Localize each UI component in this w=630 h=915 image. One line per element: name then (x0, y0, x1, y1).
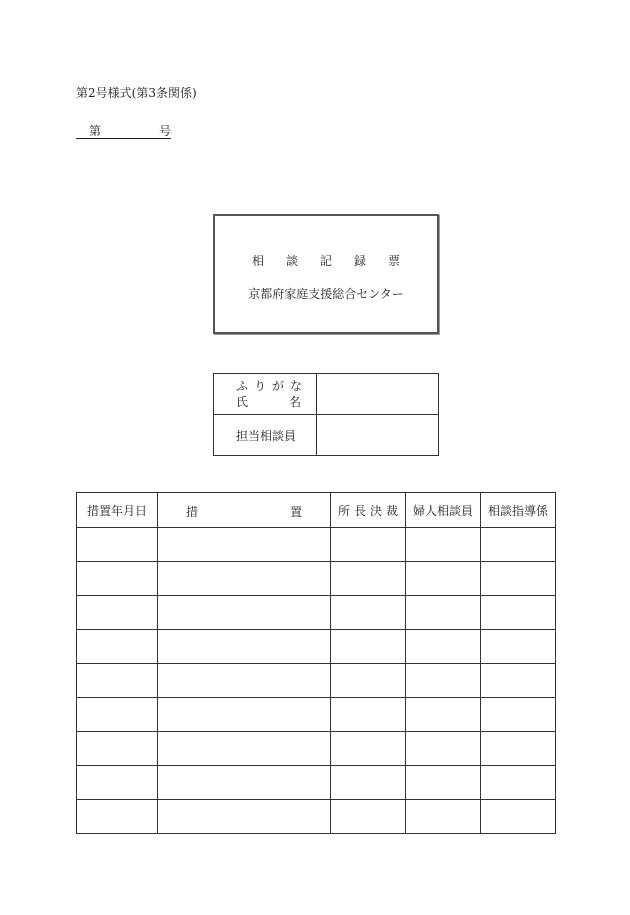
furigana-char: な (290, 379, 303, 393)
table-row (77, 630, 556, 664)
furigana-char: が (272, 379, 285, 393)
measure-cell[interactable] (158, 664, 331, 698)
title-char: 記 (319, 254, 332, 268)
title-box (213, 214, 439, 334)
number-suffix: 号 (159, 124, 172, 138)
measure-cell[interactable] (158, 596, 331, 630)
director-approval-cell[interactable] (331, 698, 406, 732)
table-row (77, 732, 556, 766)
guidance-staff-cell[interactable] (481, 698, 556, 732)
table-row (77, 528, 556, 562)
director-approval-cell[interactable] (331, 630, 406, 664)
document-title (215, 252, 437, 269)
director-char: 決 (370, 503, 383, 518)
womens-counselor-cell[interactable] (406, 766, 481, 800)
date-cell[interactable] (77, 630, 158, 664)
director-approval-cell[interactable] (331, 664, 406, 698)
director-approval-cell[interactable] (331, 596, 406, 630)
date-cell[interactable] (77, 766, 158, 800)
womens-counselor-cell[interactable] (406, 596, 481, 630)
table-row (77, 698, 556, 732)
name-char: 名 (289, 395, 302, 409)
measure-header-left: 措 (186, 505, 199, 519)
director-char: 所 (337, 503, 350, 518)
title-char: 相 (251, 254, 264, 268)
date-cell[interactable] (77, 800, 158, 834)
director-char: 裁 (386, 503, 399, 518)
furigana-char: り (254, 379, 267, 393)
title-char: 談 (285, 254, 298, 268)
director-approval-cell[interactable] (331, 562, 406, 596)
measure-cell[interactable] (158, 630, 331, 664)
title-char: 票 (388, 254, 401, 268)
table-row (77, 800, 556, 834)
column-header-womens-counselor: 婦人相談員 (406, 493, 481, 528)
number-prefix: 第 (89, 124, 102, 138)
guidance-staff-cell[interactable] (481, 766, 556, 800)
furigana-name-label (214, 374, 317, 415)
table-row (77, 562, 556, 596)
guidance-staff-cell[interactable] (481, 528, 556, 562)
measure-cell[interactable] (158, 562, 331, 596)
measure-cell[interactable] (158, 800, 331, 834)
client-info-table (213, 373, 439, 456)
column-header-measure (158, 493, 331, 528)
guidance-staff-cell[interactable] (481, 562, 556, 596)
measure-header-right: 置 (290, 505, 303, 519)
title-char: 録 (354, 254, 367, 268)
guidance-staff-cell[interactable] (481, 664, 556, 698)
column-header-date: 措置年月日 (77, 493, 158, 528)
counselor-field[interactable] (317, 415, 439, 456)
director-approval-cell[interactable] (331, 766, 406, 800)
date-cell[interactable] (77, 664, 158, 698)
date-cell[interactable] (77, 732, 158, 766)
guidance-staff-cell[interactable] (481, 596, 556, 630)
guidance-staff-cell[interactable] (481, 800, 556, 834)
womens-counselor-cell[interactable] (406, 800, 481, 834)
date-cell[interactable] (77, 698, 158, 732)
document-number-field[interactable] (76, 122, 171, 139)
womens-counselor-cell[interactable] (406, 630, 481, 664)
furigana-char: ふ (236, 379, 249, 393)
table-row (77, 664, 556, 698)
counselor-label-cell (214, 415, 317, 456)
date-cell[interactable] (77, 562, 158, 596)
name-field[interactable] (317, 374, 439, 415)
director-approval-cell[interactable] (331, 732, 406, 766)
table-row (77, 596, 556, 630)
director-approval-cell[interactable] (331, 528, 406, 562)
date-cell[interactable] (77, 596, 158, 630)
measure-cell[interactable] (158, 766, 331, 800)
table-header-row (77, 493, 556, 528)
womens-counselor-cell[interactable] (406, 664, 481, 698)
measure-cell[interactable] (158, 698, 331, 732)
column-header-director-approval (331, 493, 406, 528)
womens-counselor-cell[interactable] (406, 562, 481, 596)
organization-name: 京都府家庭支援総合センター (248, 287, 404, 301)
form-number-label: 第2号様式(第3条関係) (76, 86, 197, 100)
guidance-staff-cell[interactable] (481, 630, 556, 664)
director-approval-cell[interactable] (331, 800, 406, 834)
womens-counselor-cell[interactable] (406, 528, 481, 562)
table-row (77, 766, 556, 800)
womens-counselor-cell[interactable] (406, 732, 481, 766)
guidance-staff-cell[interactable] (481, 732, 556, 766)
column-header-guidance-staff: 相談指導係 (481, 493, 556, 528)
measures-record-table (76, 492, 556, 834)
date-cell[interactable] (77, 528, 158, 562)
measure-cell[interactable] (158, 528, 331, 562)
womens-counselor-cell[interactable] (406, 698, 481, 732)
counselor-label: 担当相談員 (236, 428, 297, 443)
name-char: 氏 (236, 395, 249, 409)
measure-cell[interactable] (158, 732, 331, 766)
director-char: 長 (353, 503, 366, 518)
